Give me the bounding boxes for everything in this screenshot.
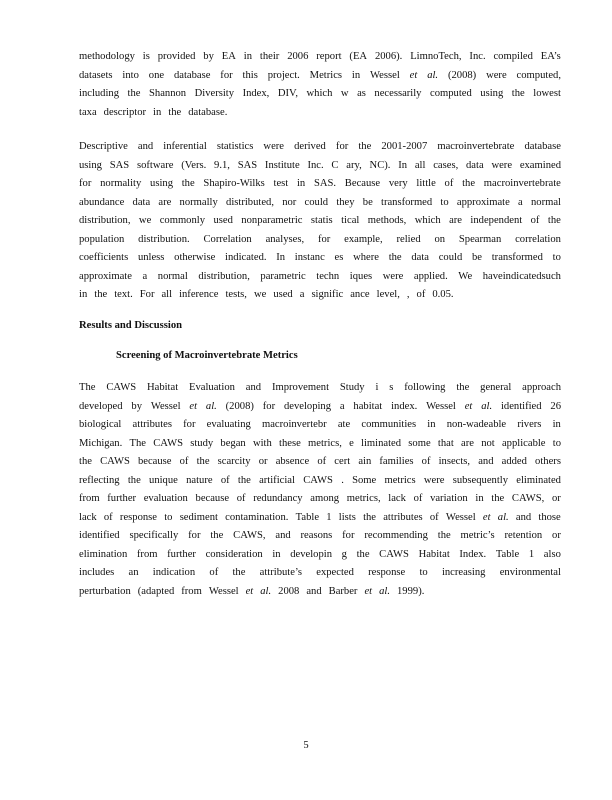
text-line: datasets into one database for this project. Metrics in Wessel et al. (2008) were computed,	[79, 69, 561, 81]
text-line: methodology is provided by EA in their 2006 report (EA 2006). LimnoTech, Inc. compiled EA’s	[79, 51, 561, 62]
text-line: includes an indication of the attribute’s expected response to increasing environmental	[79, 567, 561, 578]
text-line: distribution, we commonly used nonparametric statis tical methods, which are independent of the	[79, 215, 561, 226]
text-line: coefficients unless otherwise indicated. In instanc es where the data could be transformed to	[79, 252, 561, 263]
text-line: approximate a normal distribution, parametric techn iques were applied. We haveindicatedsuch	[79, 270, 561, 282]
text-line: perturbation (adapted from Wessel et al. 2008 and Barber et al. 1999).	[79, 585, 425, 597]
text-line: reflecting the unique nature of the artificial CAWS . Some metrics were subsequently eliminated	[79, 474, 561, 486]
subsection-heading-screening: Screening of Macroinvertebrate Metrics	[116, 350, 298, 361]
section-heading-results: Results and Discussion	[79, 320, 183, 331]
text-line: elimination from further consideration in developin g the CAWS Habitat Index. Table 1 also	[79, 548, 561, 560]
page-number: 5	[303, 740, 309, 751]
text-line: Descriptive and inferential statistics were derived for the 2001-2007 macroinvertebrate database	[79, 141, 561, 152]
text-line: population distribution. Correlation analyses, for example, relied on Spearman correlation	[79, 233, 561, 245]
text-line: Michigan. The CAWS study began with these metrics, e liminated some that are not applicable to	[79, 437, 561, 449]
text-line: including the Shannon Diversity Index, DIV, which w as necessarily computed using the lowest	[79, 88, 561, 99]
text-line: the CAWS because of the scarcity or absence of cert ain families of insects, and added others	[79, 456, 561, 467]
text-line: abundance data are normally distributed, nor could they be transformed to approximate a normal	[79, 196, 561, 208]
text-line: using SAS software (Vers. 9.1, SAS Institute Inc. C ary, NC). In all cases, data were examined	[79, 159, 561, 171]
text-line: biological attributes for evaluating macroinvertebr ate communities in non-wadeable rivers in	[79, 419, 561, 430]
text-line: The CAWS Habitat Evaluation and Improvement Study i s following the general approach	[79, 382, 561, 393]
text-line: for normality using the Shapiro-Wilks test in SAS. Because very little of the macroinvertebrate	[79, 178, 561, 189]
text-line: identified specifically for the CAWS, and reasons for recommending the metric’s retention or	[79, 530, 561, 541]
text-line: from further evaluation because of redundancy among metrics, lack of variation in the CAWS, or	[79, 493, 561, 504]
text-line: in the text. For all inference tests, we used a signific ance level, , of 0.05.	[79, 289, 454, 300]
text-line: developed by Wessel et al. (2008) for developing a habitat index. Wessel et al. identified 26	[79, 400, 561, 412]
text-line: lack of response to sediment contamination. Table 1 lists the attributes of Wessel et al. and those	[79, 511, 561, 523]
text-line: taxa descriptor in the database.	[79, 106, 228, 118]
